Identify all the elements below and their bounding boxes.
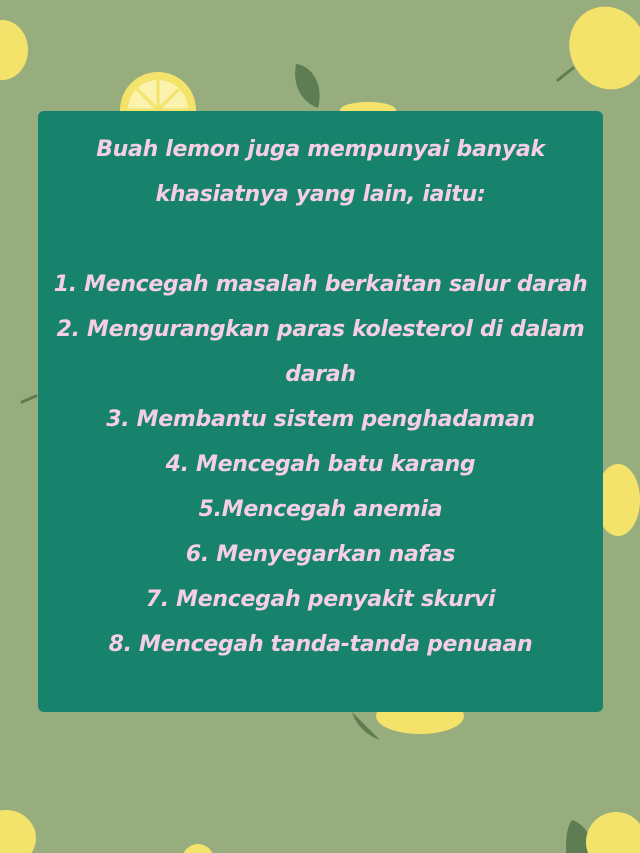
benefit-item: 6. Menyegarkan nafas: [185, 542, 456, 567]
intro-text: [52, 127, 589, 217]
benefit-item: 2. Mengurangkan paras kolesterol di dalam darah: [56, 317, 585, 387]
benefit-item: 3. Membantu sistem penghadaman: [106, 407, 535, 432]
benefit-item: 1. Mencegah masalah berkaitan salur darah: [53, 272, 588, 297]
benefit-item: 8. Mencegah tanda-tanda penuaan: [108, 632, 533, 657]
lemon-slice-icon: [182, 844, 214, 853]
leaf-icon: [22, 396, 36, 402]
benefit-item: 5.Mencegah anemia: [198, 497, 443, 522]
benefits-list: [52, 262, 589, 667]
leaf-icon: [295, 64, 319, 108]
benefit-item: 4. Mencegah batu karang: [165, 452, 476, 477]
intro-line: Buah lemon juga mempunyai banyak: [96, 137, 545, 162]
lemon-icon: [566, 812, 640, 853]
intro-line: khasiatnya yang lain, iaitu:: [155, 182, 486, 207]
lemon-benefits-card: [38, 111, 603, 712]
lemon-icon: [556, 0, 640, 102]
benefit-item: 7. Mencegah penyakit skurvi: [145, 587, 496, 612]
lemon-icon: [0, 20, 28, 80]
lemon-icon: [0, 810, 36, 853]
